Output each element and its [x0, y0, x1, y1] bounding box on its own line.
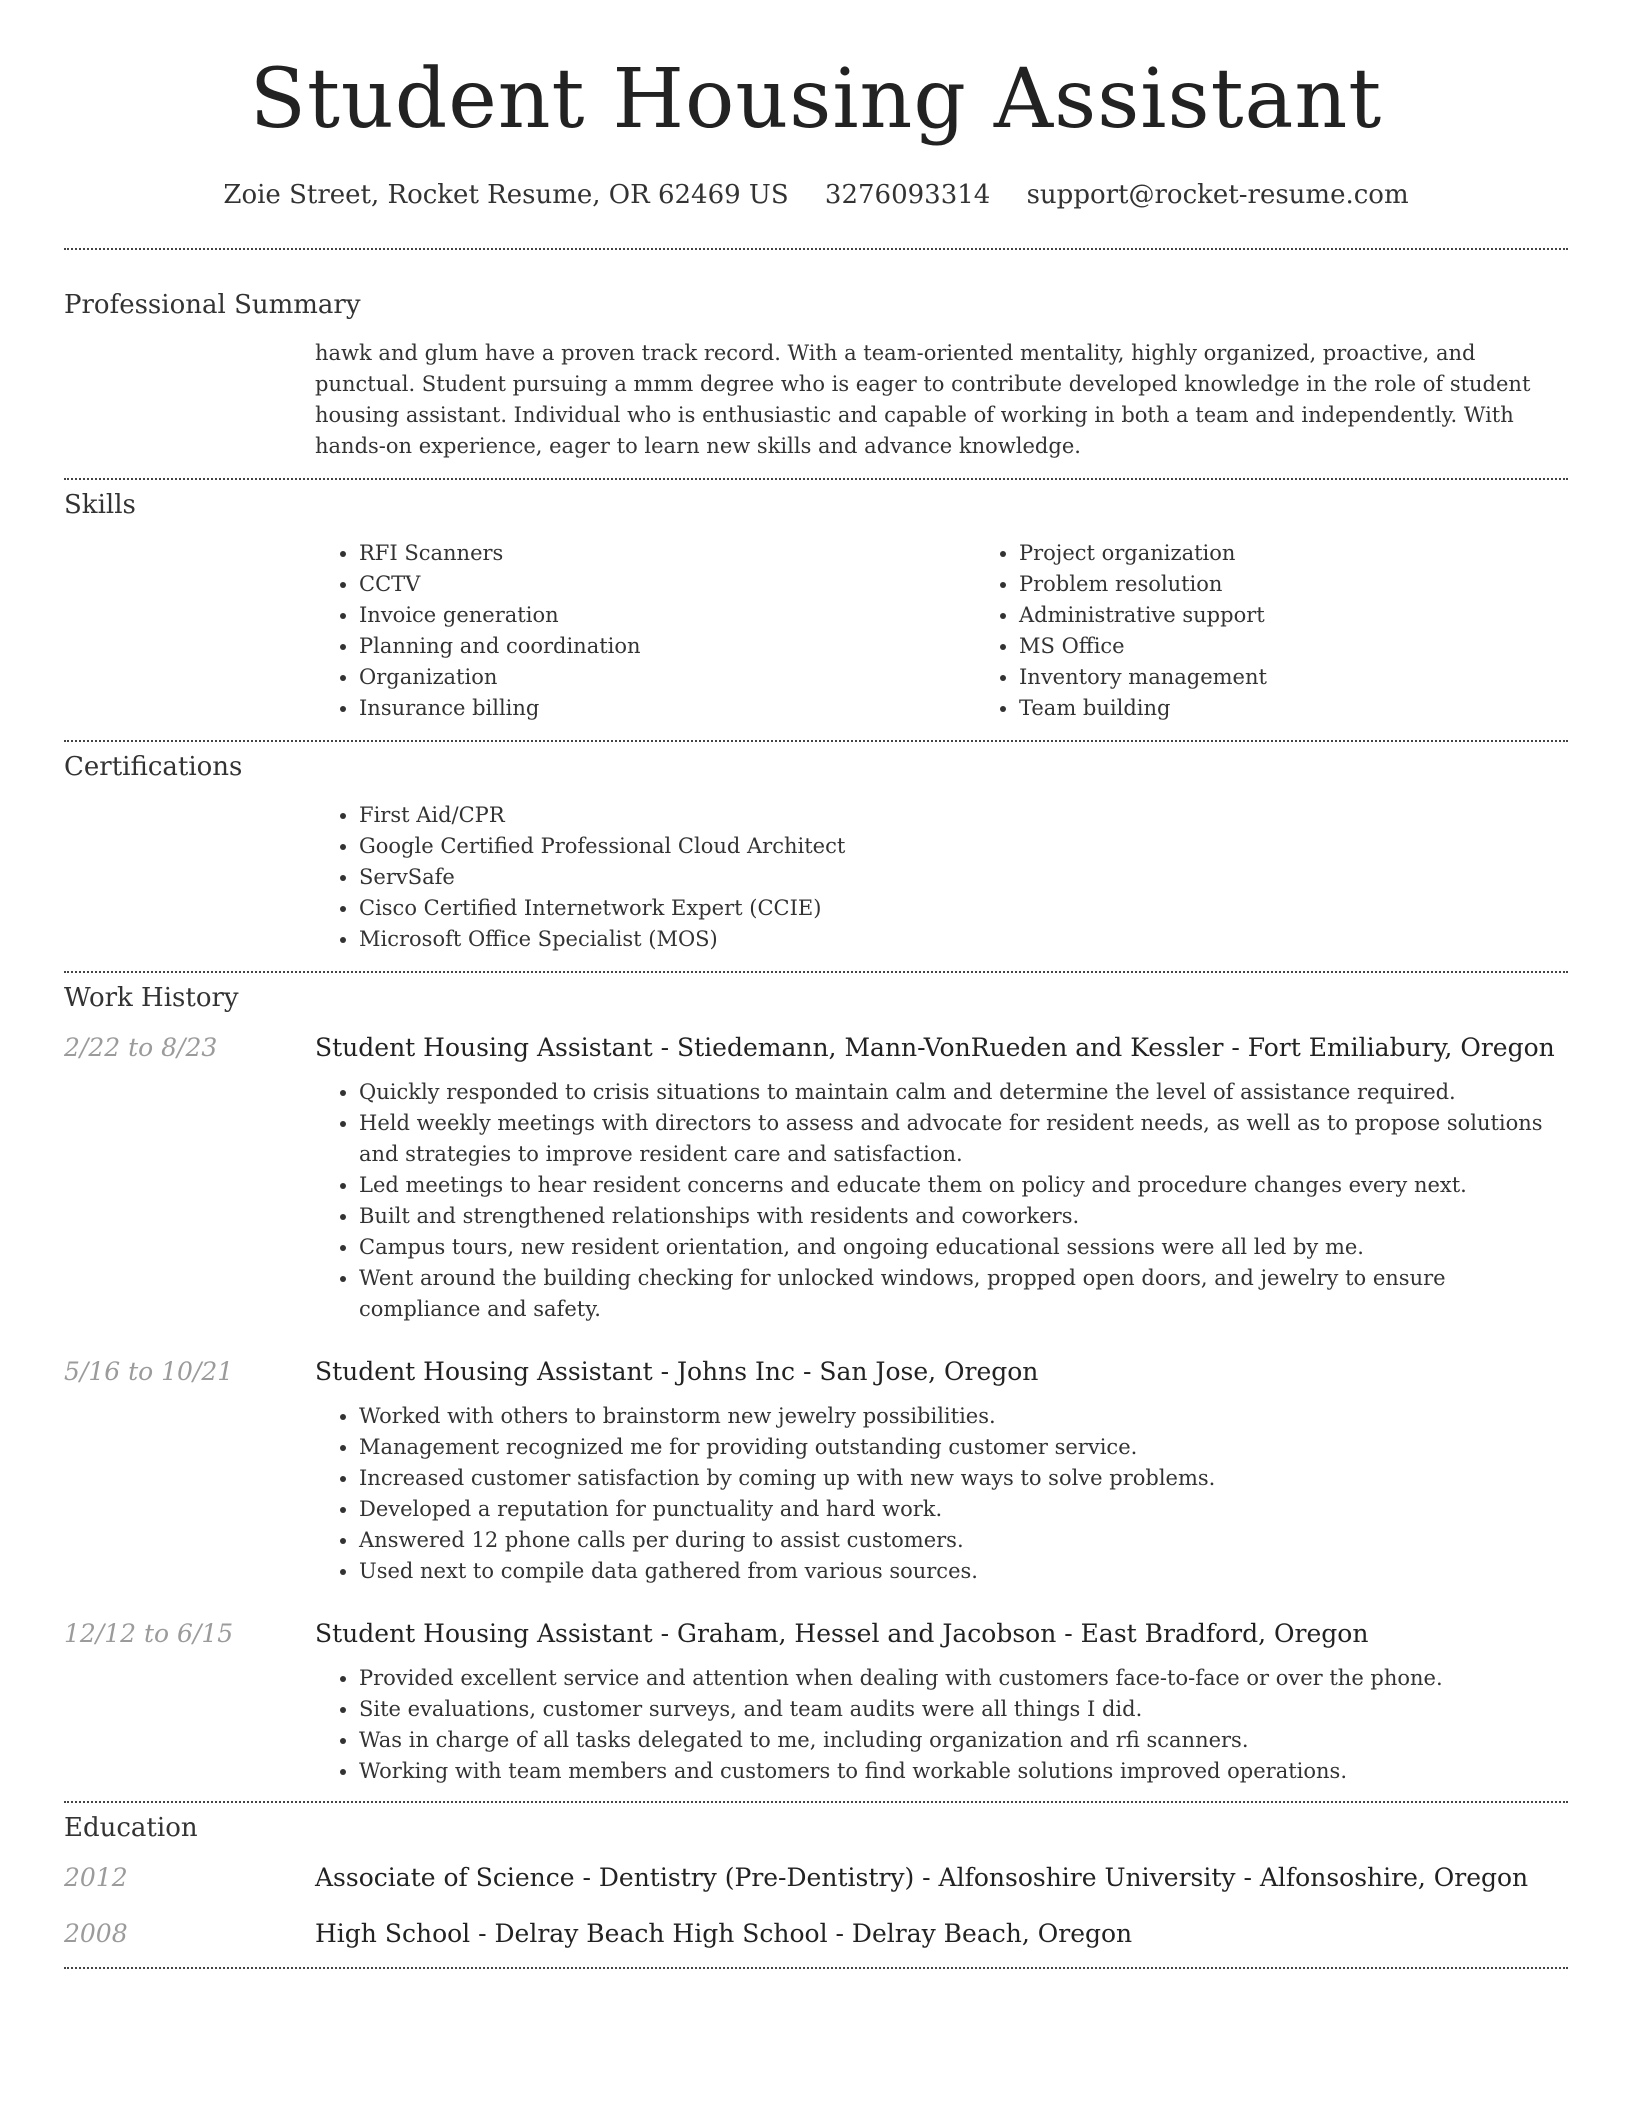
skills-title: Skills — [64, 490, 136, 520]
job-bullet: • Held weekly meetings with directors to assess and advocate for resident needs, as well as to propose solutions and strategies to improve resident care and satisfaction. — [359, 1108, 1568, 1170]
skill-item: • Project organization — [1019, 538, 1632, 569]
education-title-text: High School - Delray Beach High School - Delray Beach, Oregon — [315, 1919, 1133, 1948]
skill-item: • Administrative support — [1019, 600, 1632, 631]
job-bullet: • Led meetings to hear resident concerns and educate them on policy and procedure changes every next. — [359, 1170, 1568, 1201]
job-entry — [64, 1355, 1568, 1587]
job-bullet: • Campus tours, new resident orientation, and ongoing educational sessions were all led by me. — [359, 1232, 1568, 1263]
certifications-list — [315, 800, 1568, 955]
job-bullet: • Answered 12 phone calls per during to assist customers. — [359, 1525, 1568, 1556]
skill-item: • Invoice generation — [359, 600, 975, 631]
job-title: Student Housing Assistant - Graham, Hessel and Jacobson - East Bradford, Oregon — [315, 1619, 1369, 1648]
job-bullet: • Provided excellent service and attention when dealing with customers face-to-face or over the phone. — [359, 1663, 1568, 1694]
skills-row — [64, 538, 1568, 740]
job-body — [315, 1031, 1568, 1325]
resume-name: Student Housing Assistant — [249, 52, 1383, 147]
contact-line — [64, 180, 1568, 210]
skill-item: • Problem resolution — [1019, 569, 1632, 600]
job-entry — [64, 1617, 1568, 1787]
skill-item: • Insurance billing — [359, 693, 975, 724]
divider — [64, 1967, 1568, 1969]
skill-item: • Organization — [359, 662, 975, 693]
job-bullet: • Working with team members and customers to find workable solutions improved operations. — [359, 1756, 1568, 1787]
job-bullets — [315, 1077, 1568, 1325]
job-dates: 5/16 to 10/21 — [64, 1357, 234, 1386]
certifications-body — [315, 800, 1568, 955]
job-bullet: • Increased customer satisfaction by coming up with new ways to solve problems. — [359, 1463, 1568, 1494]
certifications-title: Certifications — [64, 752, 243, 782]
job-body — [315, 1355, 1568, 1587]
education-section — [64, 1803, 1568, 1967]
job-body — [315, 1617, 1568, 1787]
summary-text: hawk and glum have a proven track record. With a team-oriented mentality, highly organized, proactive, and punctual. Student pursuing a mmm degree who is eager to contribute developed knowledge in the role of student housing assistant. Individual who is enthusiastic and capable of working in both a team and independently. With hands-on experience, eager to learn new skills and advance knowledge. — [315, 341, 1531, 458]
summary-row — [64, 338, 1568, 478]
job-bullets — [315, 1663, 1568, 1787]
skill-item: • MS Office — [1019, 631, 1632, 662]
skill-item: • Planning and coordination — [359, 631, 975, 662]
certification-item: • First Aid/CPR — [359, 800, 1568, 831]
job-dates: 12/12 to 6/15 — [64, 1619, 234, 1648]
skill-item: • Inventory management — [1019, 662, 1632, 693]
resume-page — [64, 0, 1568, 1969]
summary-title: Professional Summary — [64, 290, 361, 320]
education-list — [64, 1861, 1568, 1967]
job-dates: 2/22 to 8/23 — [64, 1033, 218, 1062]
job-bullet: • Management recognized me for providing outstanding customer service. — [359, 1432, 1568, 1463]
contact-email: support@rocket-resume.com — [1026, 180, 1409, 210]
job-bullet: • Developed a reputation for punctuality and hard work. — [359, 1494, 1568, 1525]
certification-item: • Google Certified Professional Cloud Architect — [359, 831, 1568, 862]
skills-section — [64, 480, 1568, 740]
job-entry — [64, 1031, 1568, 1325]
contact-phone: 3276093314 — [824, 180, 991, 210]
job-bullet: • Built and strengthened relationships with residents and coworkers. — [359, 1201, 1568, 1232]
job-title: Student Housing Assistant - Stiedemann, Mann-VonRueden and Kessler - Fort Emiliabury, Oregon — [315, 1033, 1555, 1062]
work-title: Work History — [64, 983, 239, 1013]
certifications-row — [64, 800, 1568, 971]
education-entry — [64, 1917, 1568, 1951]
skills-list-left — [315, 538, 975, 724]
job-bullet: • Worked with others to brainstorm new jewelry possibilities. — [359, 1401, 1568, 1432]
certifications-section — [64, 742, 1568, 971]
education-title-text: Associate of Science - Dentistry (Pre-Dentistry) - Alfonsoshire University - Alfonsoshire, Oregon — [315, 1863, 1529, 1892]
skills-list-right — [975, 538, 1632, 724]
summary-section — [64, 250, 1568, 478]
summary-body — [315, 338, 1568, 478]
certification-item: • Microsoft Office Specialist (MOS) — [359, 924, 1568, 955]
job-bullet: • Site evaluations, customer surveys, and team audits were all things I did. — [359, 1694, 1568, 1725]
job-title: Student Housing Assistant - Johns Inc - San Jose, Oregon — [315, 1357, 1039, 1386]
education-entry — [64, 1861, 1568, 1895]
education-year: 2012 — [64, 1863, 128, 1892]
job-bullet: • Went around the building checking for unlocked windows, propped open doors, and jewelry to ensure compliance and safety. — [359, 1263, 1568, 1325]
certification-item: • Cisco Certified Internetwork Expert (CCIE) — [359, 893, 1568, 924]
job-bullet: • Used next to compile data gathered from various sources. — [359, 1556, 1568, 1587]
skill-item: • CCTV — [359, 569, 975, 600]
work-section — [64, 973, 1568, 1787]
job-bullet: • Quickly responded to crisis situations to maintain calm and determine the level of assistance required. — [359, 1077, 1568, 1108]
skill-item: • RFI Scanners — [359, 538, 975, 569]
contact-address: Zoie Street, Rocket Resume, OR 62469 US — [223, 180, 789, 210]
job-bullet: • Was in charge of all tasks delegated to me, including organization and rfi scanners. — [359, 1725, 1568, 1756]
education-title: Education — [64, 1813, 198, 1843]
education-year: 2008 — [64, 1919, 128, 1948]
skill-item: • Team building — [1019, 693, 1632, 724]
skills-columns — [315, 538, 1632, 724]
certification-item: • ServSafe — [359, 862, 1568, 893]
job-bullets — [315, 1401, 1568, 1587]
